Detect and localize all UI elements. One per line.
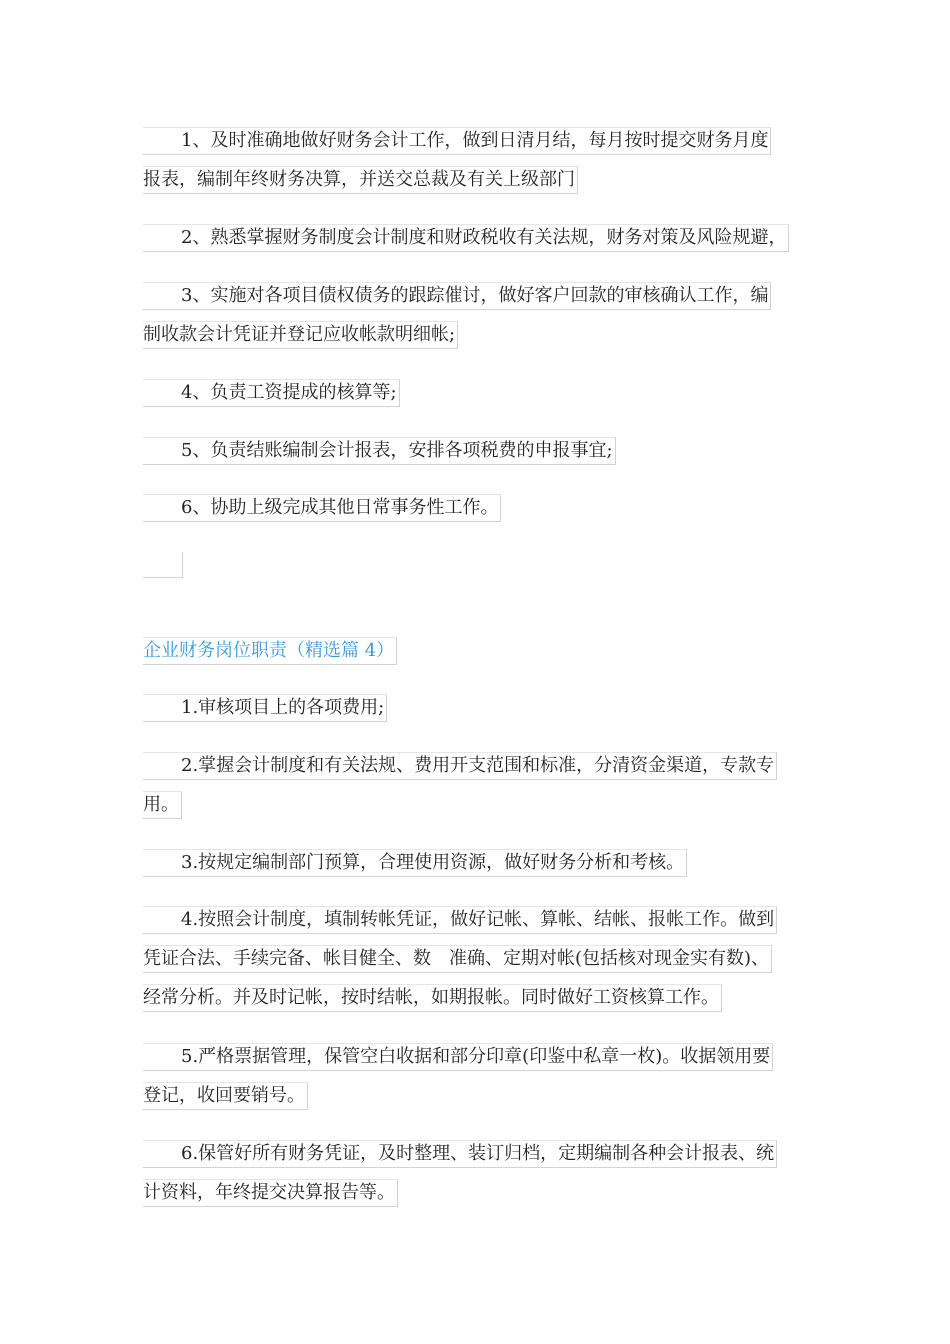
paragraph-line: 凭证合法、手续完备、帐目健全、数 准确、定期对帐(包括核对现金实有数)、 <box>143 945 772 973</box>
paragraph-line: 制收款会计凭证并登记应收帐款明细帐; <box>143 321 458 349</box>
paragraph-line: 3.按规定编制部门预算，合理使用资源，做好财务分析和考核。 <box>143 849 687 877</box>
paragraph-line: 6.保管好所有财务凭证，及时整理、装订归档，定期编制各种会计报表、统 <box>143 1140 777 1168</box>
paragraph-3 <box>143 276 771 354</box>
paragraph-1 <box>143 121 771 199</box>
paragraph-8 <box>143 746 777 824</box>
paragraph-line: 3、实施对各项目债权债务的跟踪催讨，做好客户回款的审核确认工作，编 <box>143 282 771 310</box>
paragraph-6 <box>143 488 501 527</box>
paragraph-line: 4、负责工资提成的核算等; <box>143 379 400 407</box>
section-title: 企业财务岗位职责（精选篇 4） <box>143 637 397 665</box>
paragraph-line: 4.按照会计制度，填制转帐凭证，做好记帐、算帐、结帐、报帐工作。做到 <box>143 906 777 934</box>
paragraph-line: 计资料，年终提交决算报告等。 <box>143 1179 398 1207</box>
paragraph-7 <box>143 688 387 727</box>
paragraph-5 <box>143 431 616 470</box>
paragraph-line: 登记，收回要销号。 <box>143 1082 308 1110</box>
paragraph-9 <box>143 843 687 882</box>
paragraph-10 <box>143 900 777 1017</box>
paragraph-line: 2、熟悉掌握财务制度会计制度和财政税收有关法规，财务对策及风险规避， <box>143 224 789 252</box>
paragraph-line: 6、协助上级完成其他日常事务性工作。 <box>143 494 501 522</box>
paragraph-line: 1.审核项目上的各项费用; <box>143 694 387 722</box>
paragraph-line: 5.严格票据管理，保管空白收据和部分印章(印鉴中私章一枚)。收据领用要 <box>143 1043 773 1071</box>
paragraph-4 <box>143 373 400 412</box>
paragraph-11 <box>143 1037 773 1115</box>
empty-paragraph <box>143 553 183 578</box>
paragraph-line: 2.掌握会计制度和有关法规、费用开支范围和标准，分清资金渠道，专款专 <box>143 752 777 780</box>
paragraph-line: 用。 <box>143 791 182 819</box>
paragraph-12 <box>143 1134 777 1212</box>
paragraph-2 <box>143 218 789 257</box>
paragraph-line: 5、负责结账编制会计报表，安排各项税费的申报事宜; <box>143 437 616 465</box>
paragraph-line: 报表，编制年终财务决算，并送交总裁及有关上级部门 <box>143 166 578 194</box>
section-heading <box>143 631 397 670</box>
paragraph-line: 经常分析。并及时记帐，按时结帐，如期报帐。同时做好工资核算工作。 <box>143 984 722 1012</box>
paragraph-line: 1、及时准确地做好财务会计工作，做到日清月结，每月按时提交财务月度 <box>143 127 771 155</box>
